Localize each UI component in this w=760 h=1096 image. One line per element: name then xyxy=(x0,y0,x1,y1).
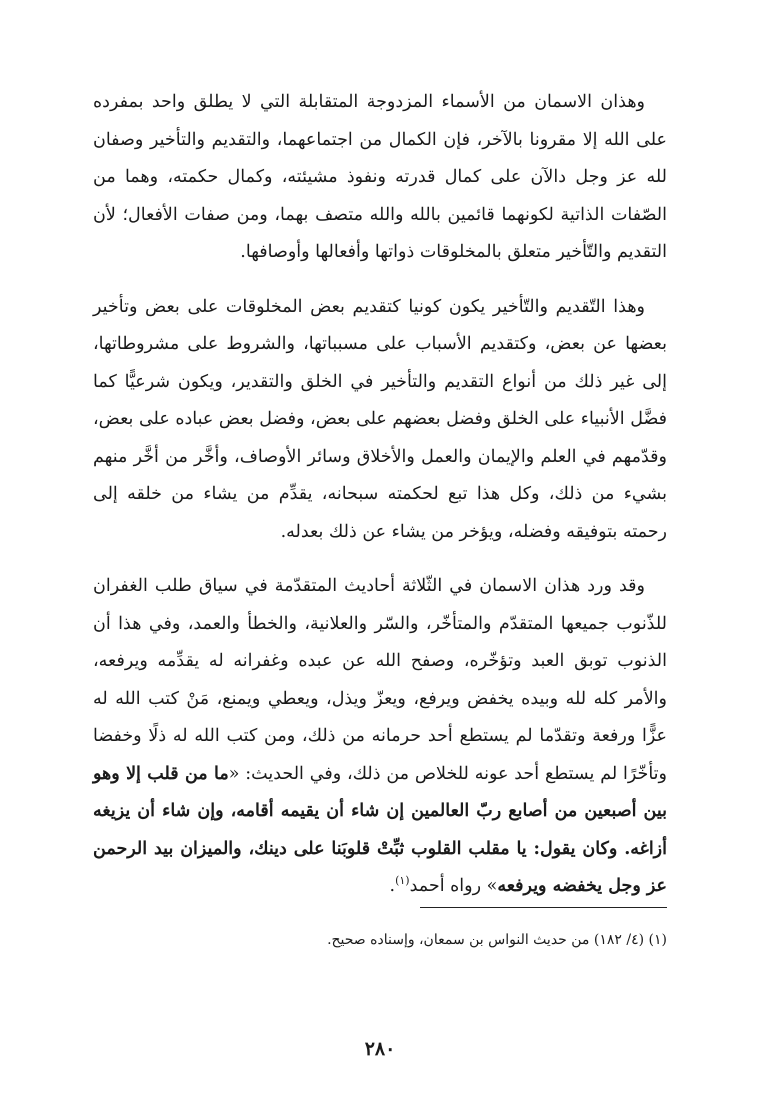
hadith-attribution: » رواه أحمد xyxy=(409,876,498,896)
paragraph-3-text: وقد ورد هذان الاسمان في الثّلاثة أحاديث المتقدّمة في سياق طلب الغفران للذّنوب جميعها المتقدّم والمتأخّر، والسّر والعلانية، والخطأ والعمد، وفي هذا أن الذنوب توبق العبد وتؤخّره، وصفح الله عن عبده وغفرانه له يقدِّمه ويرفعه، والأمر كله لله وبيده يخفض ويرفع، ويعزّ ويذل، ويعطي ويمنع، مَنْ كتب الله له عزًّا ورفعة وتقدّما لم يستطع أحد حرمانه من ذلك، ومن كتب الله له ذلًا وخفضا وتأخّرًا لم يستطع أحد عونه للخلاص من ذلك، وفي الحديث: « xyxy=(93,576,667,784)
paragraph-1: وهذان الاسمان من الأسماء المزدوجة المتقابلة التي لا يطلق واحد بمفرده على الله إلا مقرونا بالآخر، فإن الكمال من اجتماعهما، والتقديم والتأخير وصفان لله عز وجل دالآن على كمال قدرته ونفوذ مشيئته، وكمال حكمته، وهما من الصّفات الذاتية لكونهما قائمين بالله والله متصف بهما، ومن صفات الأفعال؛ لأن التقديم والتّأخير متعلق بالمخلوقات ذواتها وأفعالها وأوصافها. xyxy=(93,92,667,262)
footnote-reference: (١) xyxy=(395,874,410,888)
paragraph-2: وهذا التّقديم والتّأخير يكون كونيا كتقديم بعض المخلوقات على بعض وتأخير بعضها عن بعض، وكتقديم الأسباب على مسبباتها، والشروط على مشروطاتها، إلى غير ذلك من أنواع التقديم والتأخير في الخلق والتقدير، ويكون شرعيًّا كما فضَّل الأنبياء على الخلق وفضل بعضهم على بعض، وفضل بعض عباده على بعض، وقدّمهم في العلم والإيمان والعمل والأخلاق وسائر الأوصاف، وأخَّر من أخَّر منهم بشيء من ذلك، وكل هذا تبع لحكمته سبحانه، يقدِّم من يشاء من خلقه إلى رحمته بتوفيقه وفضله، ويؤخر من يشاء عن ذلك بعدله. xyxy=(93,296,667,542)
paragraph-3-end: . xyxy=(389,876,396,896)
footnote: (١) (٤/ ١٨٢) من حديث النواس بن سمعان، وإسناده صحيح. xyxy=(327,932,667,948)
page-number: ٢٨٠ xyxy=(364,1038,396,1060)
paragraph-3 xyxy=(93,568,667,906)
footnote-separator xyxy=(420,907,667,908)
hadith-quote: ما من قلب إلا وهو بين أصبعين من أصابع ربّ العالمين إن شاء أن يقيمه أقامه، وإن شاء أن يزيغه أزاغه. وكان يقول: يا مقلب القلوب ثبِّتْ قلوبَنا على دينك، والميزان بيد الرحمن عز وجل يخفضه ويرفعه xyxy=(93,763,667,896)
main-text xyxy=(93,84,667,906)
